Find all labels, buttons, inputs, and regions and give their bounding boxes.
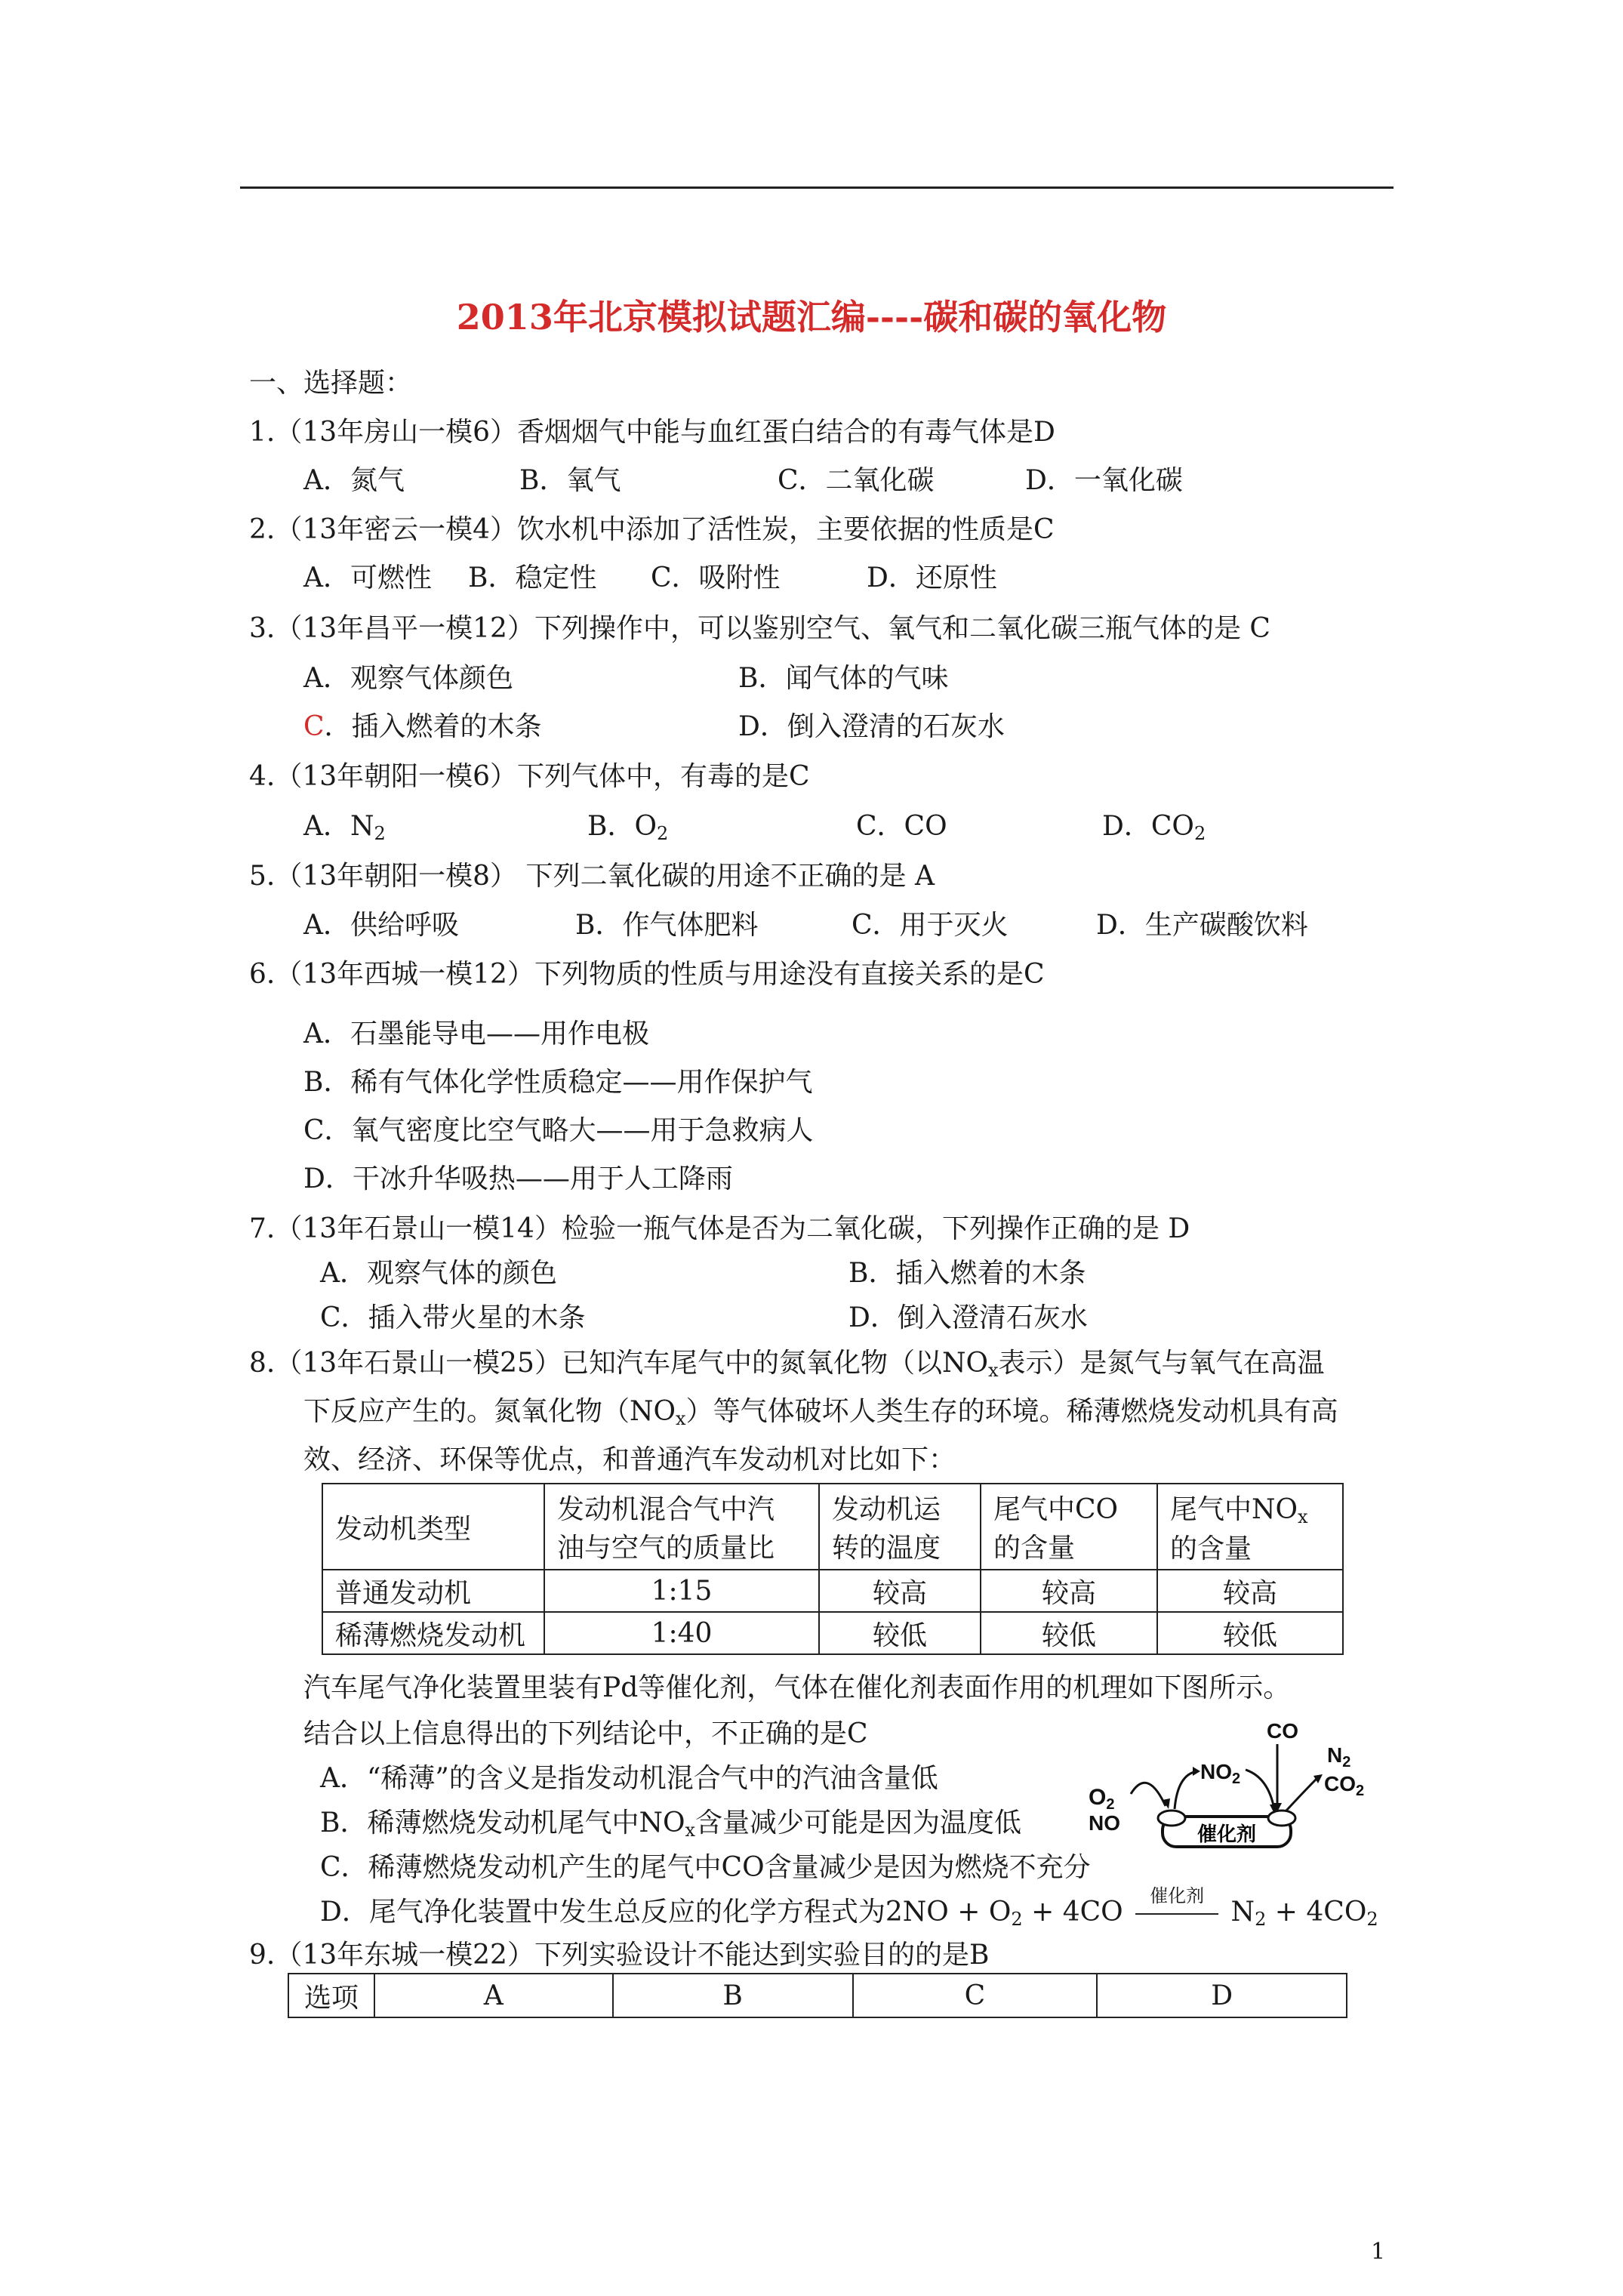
q9-options-table xyxy=(288,1973,1347,2018)
q7-option-d: D．倒入澄清石灰水 xyxy=(848,1302,1088,1333)
q3-option-c-letter: C xyxy=(303,711,325,742)
o2-label: $O_2$ xyxy=(1089,1785,1115,1813)
header-temperature: 发动机运 转的温度 xyxy=(819,1484,981,1570)
q7-option-b: B．插入燃着的木条 xyxy=(848,1258,1086,1289)
question-7: 7.（13年石景山一模14）检验一瓶气体是否为二氧化碳，下列操作正确的是 D xyxy=(249,1213,1190,1244)
question-6: 6.（13年西城一模12）下列物质的性质与用途没有直接关系的是C xyxy=(249,959,1045,990)
n2-label: $N_2$ xyxy=(1327,1743,1351,1771)
q3-option-a: A．观察气体颜色 xyxy=(303,663,513,694)
header-engine-type: 发动机类型 xyxy=(322,1484,544,1570)
q4-option-a: A．$N_2$ xyxy=(303,811,386,844)
q1-option-b: B．氧气 xyxy=(519,465,621,496)
q1-option-c: C．二氧化碳 xyxy=(778,465,935,496)
catalyst-mechanism-diagram xyxy=(1087,1721,1389,1857)
question-8-line-2: 下反应产生的。氮氧化物$(NO_x)$等气体破坏人类生存的环境。稀薄燃烧发动机具有高 xyxy=(303,1396,1338,1429)
question-8-line-5: 结合以上信息得出的下列结论中，不正确的是C xyxy=(303,1718,868,1749)
q3-option-c xyxy=(303,708,542,746)
header-nox-content: 尾气中$NO_x$ 的含量 xyxy=(1157,1484,1343,1570)
q8-option-b: B．稀薄燃烧发动机尾气中$NO_x$含量减少可能是因为温度低 xyxy=(320,1808,1022,1841)
q5-option-c: C．用于灭火 xyxy=(852,910,1009,941)
q4-option-c: C．CO xyxy=(856,811,947,842)
catalyst-label: 催化剂 xyxy=(1196,1823,1257,1846)
header-mass-ratio: 发动机混合气中汽 油与空气的质量比 xyxy=(544,1484,819,1570)
no2-label: $NO_2$ xyxy=(1200,1760,1241,1787)
q5-option-b: B．作气体肥料 xyxy=(575,910,759,941)
q8-option-d: D．尾气净化装置中发生总反应的化学方程式为$2NO + O_2 + 4CO$ 催化剂 $N_2 + 4CO_2$ xyxy=(320,1894,1378,1938)
q2-option-a: A．可燃性 xyxy=(303,562,432,593)
no-label: NO xyxy=(1089,1811,1120,1835)
q8-option-a: A．“稀薄”的含义是指发动机混合气中的汽油含量低 xyxy=(320,1763,938,1794)
question-4: 4.（13年朝阳一模6）下列气体中，有毒的是C xyxy=(249,761,810,792)
co2-label: $CO_2$ xyxy=(1324,1772,1365,1799)
page-title: 2013年北京模拟试题汇编----碳和碳的氧化物 xyxy=(456,297,1167,337)
question-2: 2.（13年密云一模4）饮水机中添加了活性炭，主要依据的性质是C xyxy=(249,514,1055,545)
catalyst-condition: 催化剂 xyxy=(1150,1885,1205,1906)
question-8-line-4: 汽车尾气净化装置里装有Pd等催化剂，气体在催化剂表面作用的机理如下图所示。 xyxy=(303,1672,1291,1703)
q3-option-c-text: ．插入燃着的木条 xyxy=(324,711,542,742)
q5-option-a: A．供给呼吸 xyxy=(303,910,459,941)
page-number: 1 xyxy=(1371,2239,1386,2265)
q6-option-b: B．稀有气体化学性质稳定——用作保护气 xyxy=(303,1067,813,1098)
q7-option-a: A．观察气体的颜色 xyxy=(320,1258,557,1289)
q4-option-b: B．$O_2$ xyxy=(587,811,669,844)
engine-comparison-table xyxy=(322,1483,1344,1655)
header-rule xyxy=(240,186,1394,189)
section-heading: 一、选择题： xyxy=(249,368,413,399)
co-label: CO xyxy=(1267,1721,1298,1743)
q6-option-c: C．氧气密度比空气略大——用于急救病人 xyxy=(303,1115,814,1146)
question-3: 3.（13年昌平一模12）下列操作中，可以鉴别空气、氧气和二氧化碳三瓶气体的是 C xyxy=(249,613,1270,644)
question-5: 5.（13年朝阳一模8） 下列二氧化碳的用途不正确的是 A xyxy=(249,861,935,892)
question-8-line-1: 8.（13年石景山一模25）已知汽车尾气中的氮氧化物（以$NO_x$表示）是氮气与氧气在高温 xyxy=(249,1348,1325,1381)
q1-option-a: A．氮气 xyxy=(303,465,405,496)
question-8-line-3: 效、经济、环保等优点，和普通汽车发动机对比如下： xyxy=(303,1444,956,1475)
q6-option-a: A．石墨能导电——用作电极 xyxy=(303,1019,649,1049)
q2-option-b: B．稳定性 xyxy=(468,562,597,593)
q3-option-d: D．倒入澄清的石灰水 xyxy=(738,711,1005,742)
q1-option-d: D．一氧化碳 xyxy=(1025,465,1183,496)
q6-option-d: D．干冰升华吸热——用于人工降雨 xyxy=(303,1163,733,1194)
table-row: 普通发动机 1:15 较高 较高 较高 xyxy=(322,1570,1343,1612)
header-co-content: 尾气中CO 的含量 xyxy=(981,1484,1157,1570)
table-row: 稀薄燃烧发动机 1:40 较低 较低 较低 xyxy=(322,1612,1343,1654)
q3-option-b: B．闻气体的气味 xyxy=(738,663,949,694)
question-9: 9.（13年东城一模22）下列实验设计不能达到实验目的的是B xyxy=(249,1940,990,1971)
table-row: 选项 A B C D xyxy=(288,1974,1347,2017)
q2-option-d: D．还原性 xyxy=(867,562,997,593)
q8-option-c: C．稀薄燃烧发动机产生的尾气中CO含量减少是因为燃烧不充分 xyxy=(320,1852,1091,1883)
q2-option-c: C．吸附性 xyxy=(651,562,781,593)
question-1: 1.（13年房山一模6）香烟烟气中能与血红蛋白结合的有毒气体是D xyxy=(249,417,1055,448)
q4-option-d: D．$CO_2$ xyxy=(1102,811,1206,844)
q5-option-d: D．生产碳酸饮料 xyxy=(1096,910,1308,941)
q7-option-c: C．插入带火星的木条 xyxy=(320,1302,586,1333)
